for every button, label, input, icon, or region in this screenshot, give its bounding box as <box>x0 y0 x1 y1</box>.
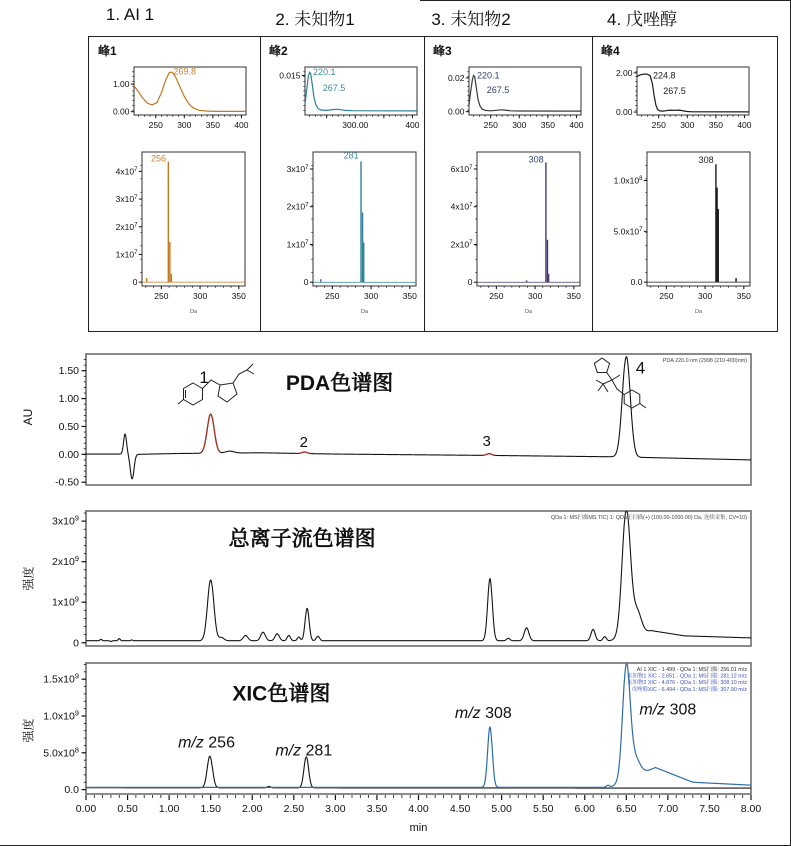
mz-annotation: m/z 308 <box>639 701 697 719</box>
annotation: 总离子流色谱图 <box>228 527 376 551</box>
y-tick-label: $1x10^7$ <box>286 239 309 250</box>
y-tick-label: $3x10^7$ <box>286 163 309 174</box>
annotation: 224.8 <box>653 70 676 81</box>
uv-spectrum-peak2 <box>261 59 423 143</box>
pda-chromatogram <box>0 353 791 486</box>
x-tick-label: 400 <box>569 120 584 130</box>
y-tick-label: 0.015 <box>279 70 301 81</box>
ms-spectrum-peak4 <box>597 144 757 326</box>
x-tick-label: 400 <box>405 120 420 130</box>
x-tick-label: 2.00 <box>242 803 263 815</box>
xic-svg <box>0 662 791 795</box>
annotation: 281 <box>343 150 359 161</box>
x-tick-label: 350 <box>566 291 581 301</box>
y-tick-label: 0 <box>132 277 138 288</box>
uv-spectrum-peak4 <box>593 59 755 143</box>
page-border-top <box>420 0 791 1</box>
y-tick-label: $1x10^9$ <box>52 594 79 609</box>
column-title-2: 2. 未知物1 <box>275 10 355 29</box>
column-title-3: 3. 未知物2 <box>431 10 511 29</box>
x-tick-label: 250 <box>154 291 169 301</box>
ms-spectrum-peak2 <box>263 144 423 326</box>
peak-label-3: 峰3 <box>433 44 452 58</box>
caption-line: AI 1 XIC - 1.499 - QDa 1: MS扫描: 256.01 m/z <box>636 667 747 673</box>
ms0-svg <box>92 144 252 326</box>
x-tick-label: 350 <box>205 120 220 130</box>
y-tick-label: $2x10^7$ <box>115 221 138 232</box>
x-tick-label: 250 <box>325 291 340 301</box>
x-tick-label: 300 <box>680 120 695 130</box>
y-tick-label: $3x10^9$ <box>52 513 79 528</box>
y-tick-label: 0 <box>303 277 309 288</box>
y-tick-label: $6x10^7$ <box>450 163 473 174</box>
caption-line: QDa 1: MS扫描MS TIC( 1: QDa正扫描(+) (100.00-1000.00) Da, 连续采集, CV=10) <box>550 515 747 521</box>
pda-y-axis-title: AU <box>21 408 35 426</box>
tic-y-axis-title: 强度 <box>21 566 36 591</box>
annotation: 220.1 <box>477 70 500 81</box>
x-tick-label: 350 <box>231 291 246 301</box>
x-tick-label: 300 <box>192 291 208 301</box>
time-axis <box>0 795 791 845</box>
x-tick-label: 300.00 <box>342 120 369 130</box>
y-tick-label: $5.0x10^8$ <box>43 745 79 760</box>
y-tick-label: 0.00 <box>615 107 633 118</box>
imidacloprid-structure-icon <box>175 360 259 416</box>
y-tick-label: -0.50 <box>55 476 79 486</box>
x-tick-label: 1.00 <box>158 803 180 815</box>
annotation: 1 <box>199 367 209 387</box>
tic-svg <box>0 510 791 647</box>
peak-label-4: 峰4 <box>601 44 620 58</box>
x-tick-label: 5.50 <box>532 803 554 815</box>
uv-spectrum-peak1 <box>90 59 252 143</box>
x-tick-label: 8.00 <box>740 803 762 815</box>
x-tick-label: 250 <box>148 120 163 130</box>
y-tick-label: 1.00 <box>58 393 79 406</box>
x-tick-label: 250 <box>489 291 504 301</box>
x-tick-label: 5.00 <box>491 803 512 815</box>
ms-spectrum-peak3 <box>427 144 587 326</box>
y-tick-label: 0.0 <box>630 277 643 288</box>
x-tick-label: 1.50 <box>200 803 221 815</box>
annotation: 267.5 <box>663 86 686 97</box>
tic-chromatogram <box>0 510 791 647</box>
annotation: PDA色谱图 <box>285 372 394 396</box>
y-tick-label: $2x10^7$ <box>450 239 473 250</box>
uv2-svg <box>425 59 587 143</box>
y-tick-label: 0 <box>73 637 79 647</box>
annotation: 256 <box>150 153 167 164</box>
y-tick-label: 0.02 <box>447 72 465 83</box>
x-tick-label: 3.00 <box>325 803 346 815</box>
x-tick-label: 250 <box>659 291 674 301</box>
mz-annotation: m/z 256 <box>178 734 235 752</box>
uv-spectrum-peak3 <box>425 59 587 143</box>
y-tick-label: $1x10^7$ <box>115 249 138 260</box>
y-tick-label: 0.00 <box>58 448 79 461</box>
ms-x-axis-label: Da <box>360 309 369 315</box>
y-tick-label: $4x10^7$ <box>115 166 138 177</box>
x-tick-label: 0.00 <box>75 803 97 815</box>
xic-chromatogram <box>0 662 791 795</box>
annotation: 3 <box>482 432 491 450</box>
ms-x-axis-label: Da <box>694 309 703 315</box>
x-tick-label: 250 <box>651 120 666 130</box>
y-tick-label: $1.0x10^8$ <box>613 175 643 186</box>
x-tick-label: 4.00 <box>408 803 429 815</box>
x-tick-label: 7.50 <box>699 803 720 815</box>
y-tick-label: $1.5x10^9$ <box>43 671 79 686</box>
ms-spectrum-peak1 <box>92 144 252 326</box>
x-tick-label: 400 <box>737 120 752 130</box>
y-tick-label: 0.0 <box>64 784 79 795</box>
x-tick-label: 350 <box>402 291 417 301</box>
x-tick-label: 350 <box>736 291 751 301</box>
x-tick-label: 300 <box>177 120 192 130</box>
y-tick-label: $4x10^7$ <box>450 201 473 212</box>
pda-svg <box>0 353 791 486</box>
x-tick-label: 6.00 <box>574 803 595 815</box>
xic-y-axis-title: 强度 <box>21 718 36 743</box>
y-tick-label: 0.00 <box>112 106 130 117</box>
ms1-svg <box>263 144 423 326</box>
annotation: 267.5 <box>322 83 346 93</box>
annotation: 2 <box>299 434 308 452</box>
y-tick-label: $2x10^7$ <box>286 201 309 212</box>
caption-line: 未知物2 XIC - 4.876 - QDa 1: MS扫描: 308.10 m/z <box>627 680 747 687</box>
x-tick-label: 3.50 <box>366 803 388 815</box>
annotation: 220.1 <box>313 66 336 77</box>
x-tick-label: 300 <box>512 120 527 130</box>
uv3-svg <box>593 59 755 143</box>
y-tick-label: $2x10^9$ <box>52 554 79 569</box>
x-tick-label: 7.00 <box>657 803 679 815</box>
ms2-svg <box>427 144 587 326</box>
uv1-svg <box>261 59 423 143</box>
x-tick-label: 350 <box>708 120 723 130</box>
y-tick-label: 2.00 <box>615 67 633 78</box>
tebuconazole-structure-icon <box>586 354 652 416</box>
x-tick-label: 2.50 <box>283 803 305 815</box>
x-tick-label: 350 <box>540 120 555 130</box>
y-tick-label: 1.50 <box>58 365 79 378</box>
annotation: 4 <box>635 358 646 378</box>
x-tick-label: 250 <box>483 120 498 130</box>
y-tick-label: 1.00 <box>112 79 130 90</box>
peak-label-2: 峰2 <box>269 44 288 58</box>
annotation: 269.8 <box>173 66 196 77</box>
annotation: 267.5 <box>486 85 510 96</box>
caption-line: 未知物1 XIC - 2.651 - QDa 1: MS扫描: 281.12 m/z <box>627 673 747 680</box>
x-tick-label: 4.50 <box>449 803 471 815</box>
y-tick-label: $3x10^7$ <box>115 193 138 205</box>
annotation: 308 <box>698 155 714 166</box>
annotation: XIC色谱图 <box>232 682 331 706</box>
peak-label-1: 峰1 <box>98 44 117 58</box>
column-title-1: 1. AI 1 <box>105 5 155 24</box>
y-tick-label: $5.0x10^7$ <box>613 226 643 237</box>
x-tick-label: 0.50 <box>117 803 138 815</box>
annotation: 308 <box>528 154 544 165</box>
ms3-svg <box>597 144 757 326</box>
mz-annotation: m/z 281 <box>275 742 333 760</box>
y-tick-label: 0.00 <box>447 106 465 117</box>
x-tick-label: 300 <box>527 291 543 301</box>
mz-annotation: m/z 308 <box>454 705 512 723</box>
y-tick-label: 0.50 <box>58 420 79 433</box>
x-axis-svg <box>0 795 791 845</box>
x-tick-label: 300 <box>697 291 713 301</box>
caption-line: 戊唑醇XIC - 6.494 - QDa 1: MS扫描: 307.90 m/z <box>631 686 747 693</box>
ms-x-axis-label: Da <box>189 309 198 315</box>
x-tick-label: 6.50 <box>616 803 637 815</box>
uv0-svg <box>90 59 252 143</box>
x-tick-label: 300 <box>363 291 379 301</box>
column-title-4: 4. 戊唑醇 <box>607 10 677 29</box>
x-tick-label: 400 <box>234 120 249 130</box>
caption-line: PDA 220.0 nm (2998 (210-400)nm) <box>662 358 747 364</box>
ms-x-axis-label: Da <box>524 309 533 315</box>
y-tick-label: $1.0x10^9$ <box>43 708 79 723</box>
x-axis-title: min <box>409 822 428 834</box>
y-tick-label: 0 <box>467 277 473 288</box>
